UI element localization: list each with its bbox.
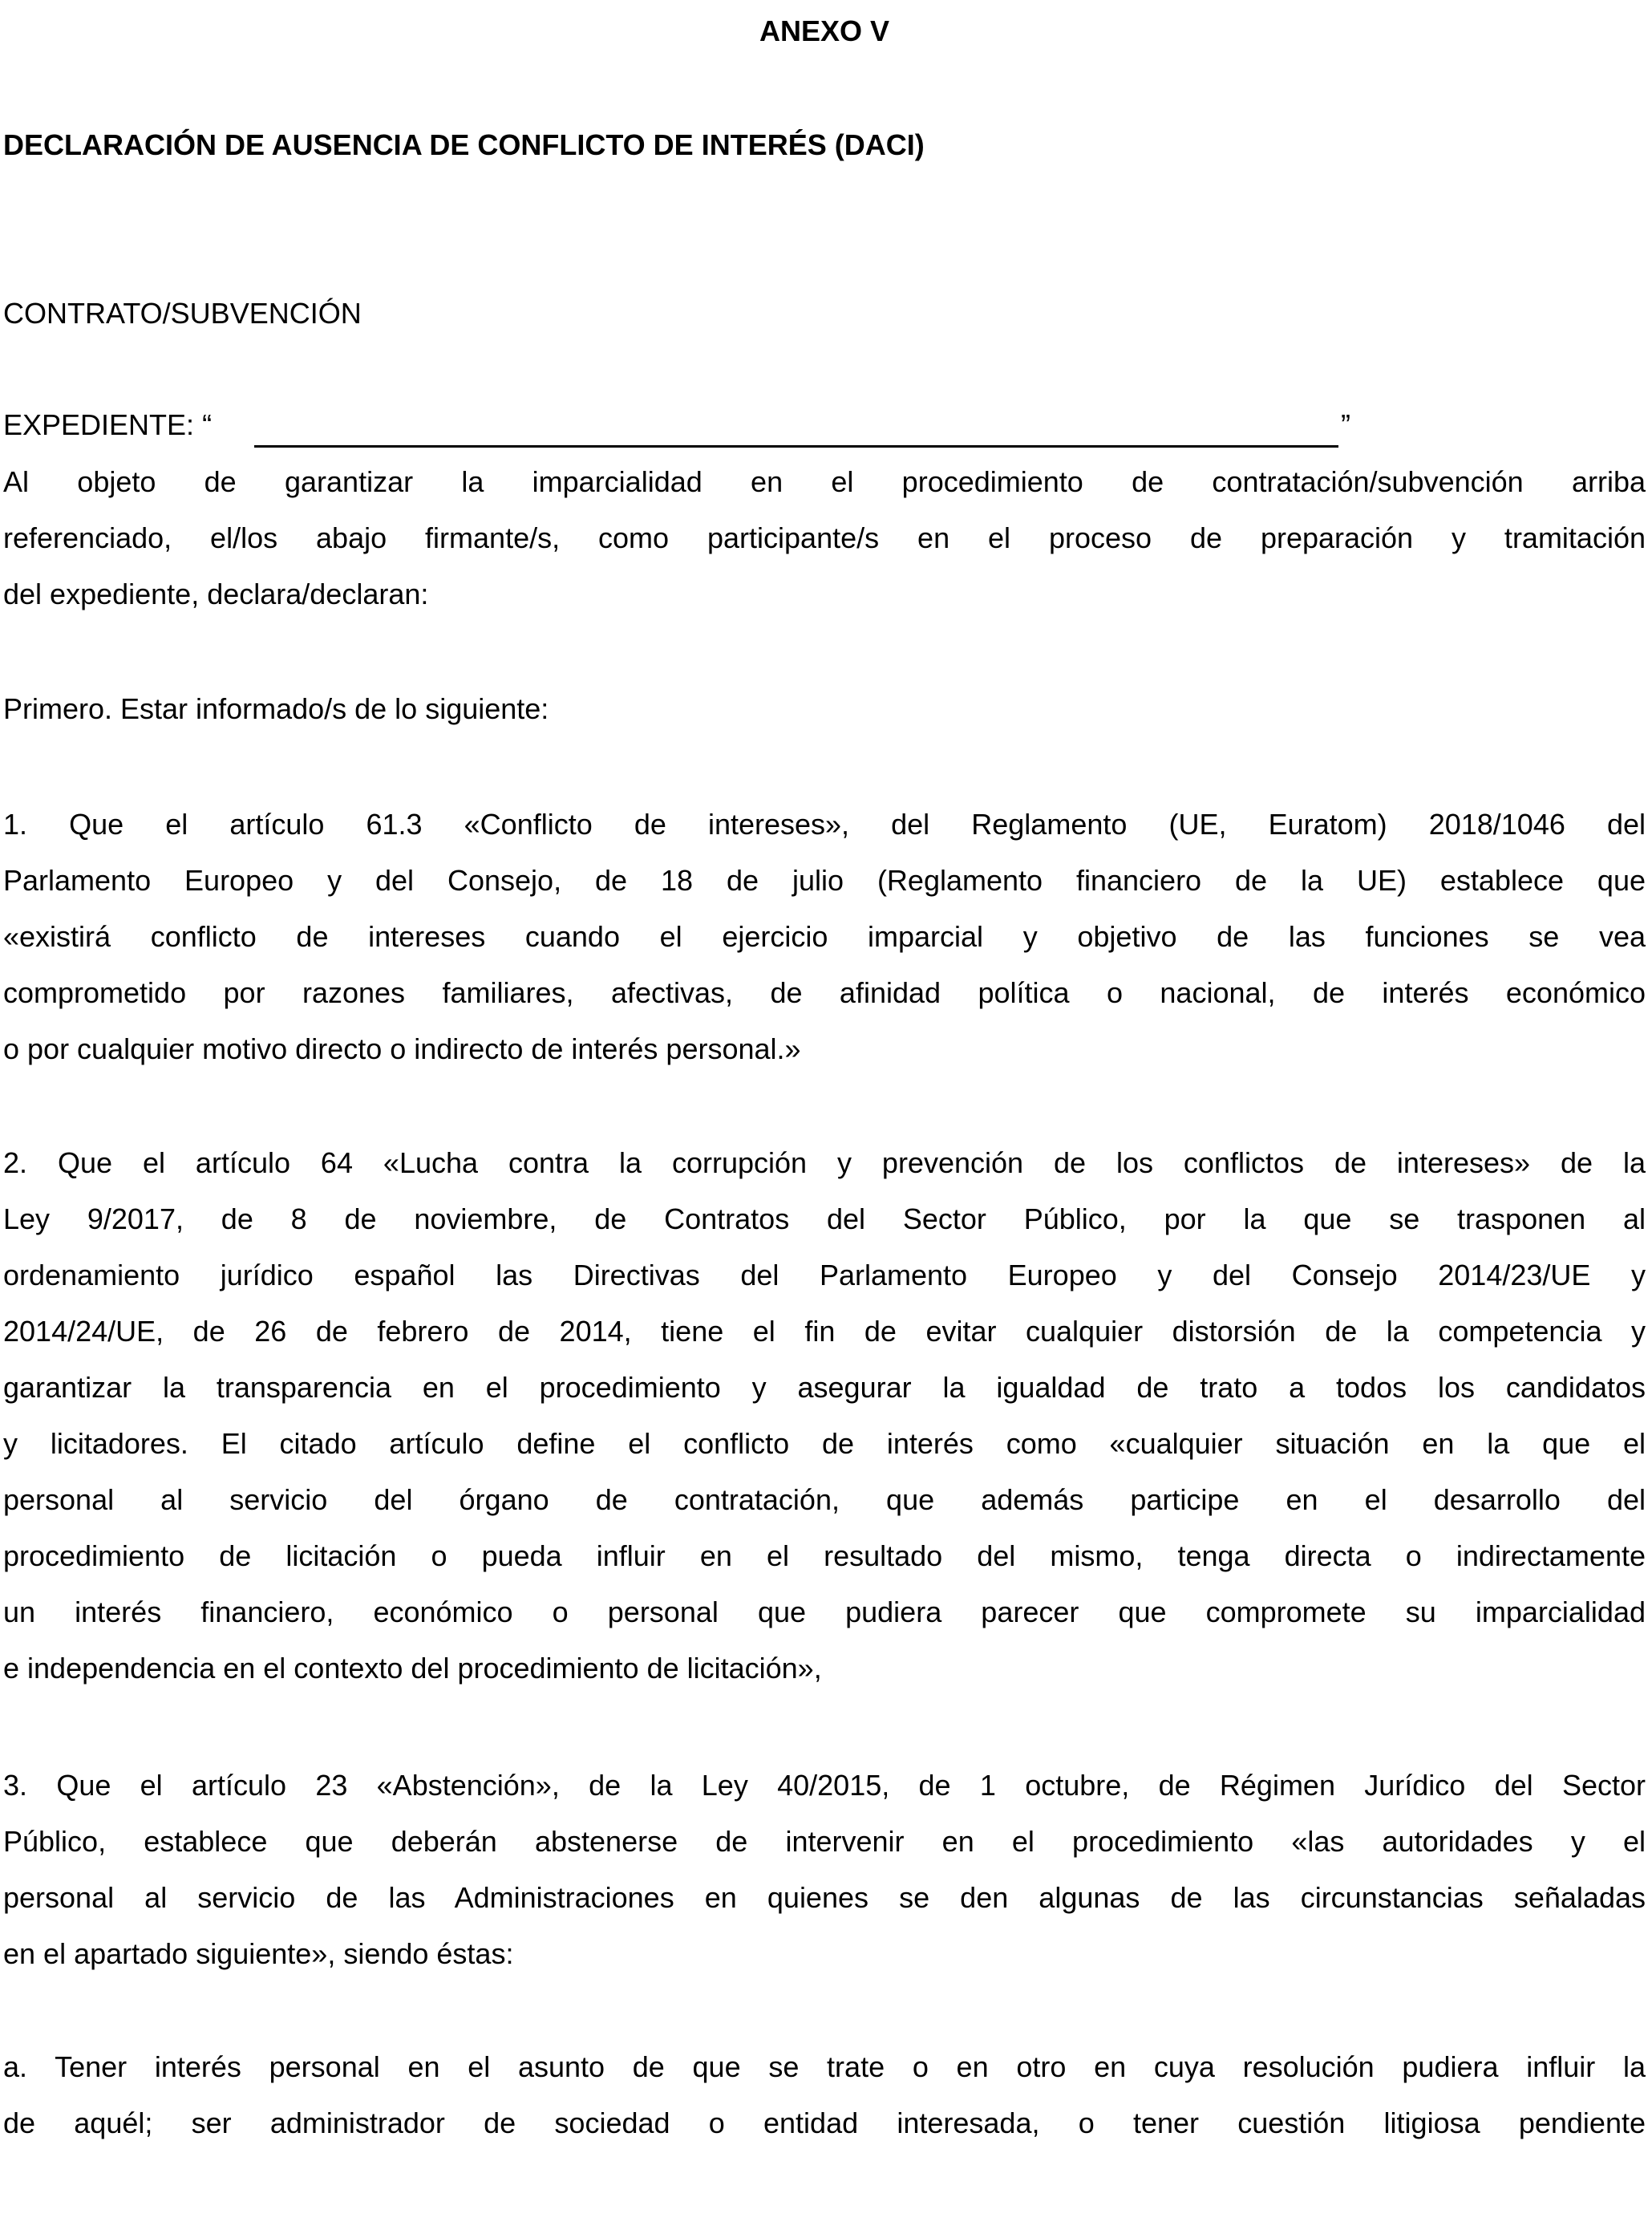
text-line: personal al servicio de las Administraciones en quienes se den algunas de las circunstancias señaladas: [3, 1881, 1646, 1914]
text-line: personal al servicio del órgano de contratación, que además participe en el desarrollo del: [3, 1483, 1646, 1516]
intro-paragraph: [3, 454, 1646, 622]
text-line: a. Tener interés personal en el asunto de que se trate o en otro en cuya resolución pudiera influir la: [3, 2050, 1646, 2083]
text-line: en el apartado siguiente», siendo éstas:: [3, 1937, 514, 1970]
text-line: 2. Que el artículo 64 «Lucha contra la corrupción y prevención de los conflictos de intereses» de la: [3, 1146, 1646, 1179]
document-title: DECLARACIÓN DE AUSENCIA DE CONFLICTO DE INTERÉS (DACI): [3, 128, 925, 161]
text-line: garantizar la transparencia en el procedimiento y asegurar la igualdad de trato a todos los candidatos: [3, 1371, 1646, 1404]
text-line: Parlamento Europeo y del Consejo, de 18 de julio (Reglamento financiero de la UE) establece que: [3, 864, 1646, 897]
paragraph-3: [3, 1758, 1646, 1982]
text-line: de aquél; ser administrador de sociedad o entidad interesada, o tener cuestión litigiosa pendiente: [3, 2106, 1646, 2139]
text-line: «existirá conflicto de intereses cuando el ejercicio imparcial y objetivo de las funciones se vea: [3, 920, 1646, 953]
paragraph-2: [3, 1135, 1646, 1697]
expediente-field[interactable]: [254, 445, 1338, 448]
text-line: Ley 9/2017, de 8 de noviembre, de Contratos del Sector Público, por la que se trasponen al: [3, 1202, 1646, 1235]
text-line: Público, establece que deberán abstenerse de intervenir en el procedimiento «las autoridades y el: [3, 1825, 1646, 1858]
text-line: Primero. Estar informado/s de lo siguiente:: [3, 692, 549, 725]
text-line: y licitadores. El citado artículo define el conflicto de interés como «cualquier situación en la que el: [3, 1427, 1646, 1460]
text-line: Al objeto de garantizar la imparcialidad en el procedimiento de contratación/subvención arriba: [3, 465, 1646, 498]
text-line: del expediente, declara/declaran:: [3, 578, 429, 610]
text-line: e independencia en el contexto del procedimiento de licitación»,: [3, 1652, 822, 1685]
contract-label: CONTRATO/SUBVENCIÓN: [3, 297, 362, 330]
text-line: un interés financiero, económico o personal que pudiera parecer que compromete su imparcialidad: [3, 1595, 1646, 1628]
paragraph-1: [3, 797, 1646, 1077]
text-line: comprometido por razones familiares, afectivas, de afinidad política o nacional, de interés económico: [3, 976, 1646, 1009]
paragraph-a: [3, 2039, 1646, 2151]
primero-heading: [3, 681, 1646, 737]
annex-heading: ANEXO V: [759, 14, 890, 47]
expediente-close-quote: ”: [1341, 408, 1350, 441]
text-line: procedimiento de licitación o pueda influir en el resultado del mismo, tenga directa o indirectamente: [3, 1539, 1646, 1572]
text-line: referenciado, el/los abajo firmante/s, como participante/s en el proceso de preparación y tramitación: [3, 521, 1646, 554]
text-line: 2014/24/UE, de 26 de febrero de 2014, tiene el fin de evitar cualquier distorsión de la competencia y: [3, 1315, 1646, 1348]
text-line: o por cualquier motivo directo o indirecto de interés personal.»: [3, 1032, 801, 1065]
expediente-label: EXPEDIENTE: “: [3, 408, 213, 441]
text-line: ordenamiento jurídico español las Directivas del Parlamento Europeo y del Consejo 2014/23/UE y: [3, 1259, 1646, 1291]
text-line: 3. Que el artículo 23 «Abstención», de la Ley 40/2015, de 1 octubre, de Régimen Jurídico del Sector: [3, 1769, 1646, 1802]
text-line: 1. Que el artículo 61.3 «Conflicto de intereses», del Reglamento (UE, Euratom) 2018/1046 del: [3, 808, 1646, 841]
